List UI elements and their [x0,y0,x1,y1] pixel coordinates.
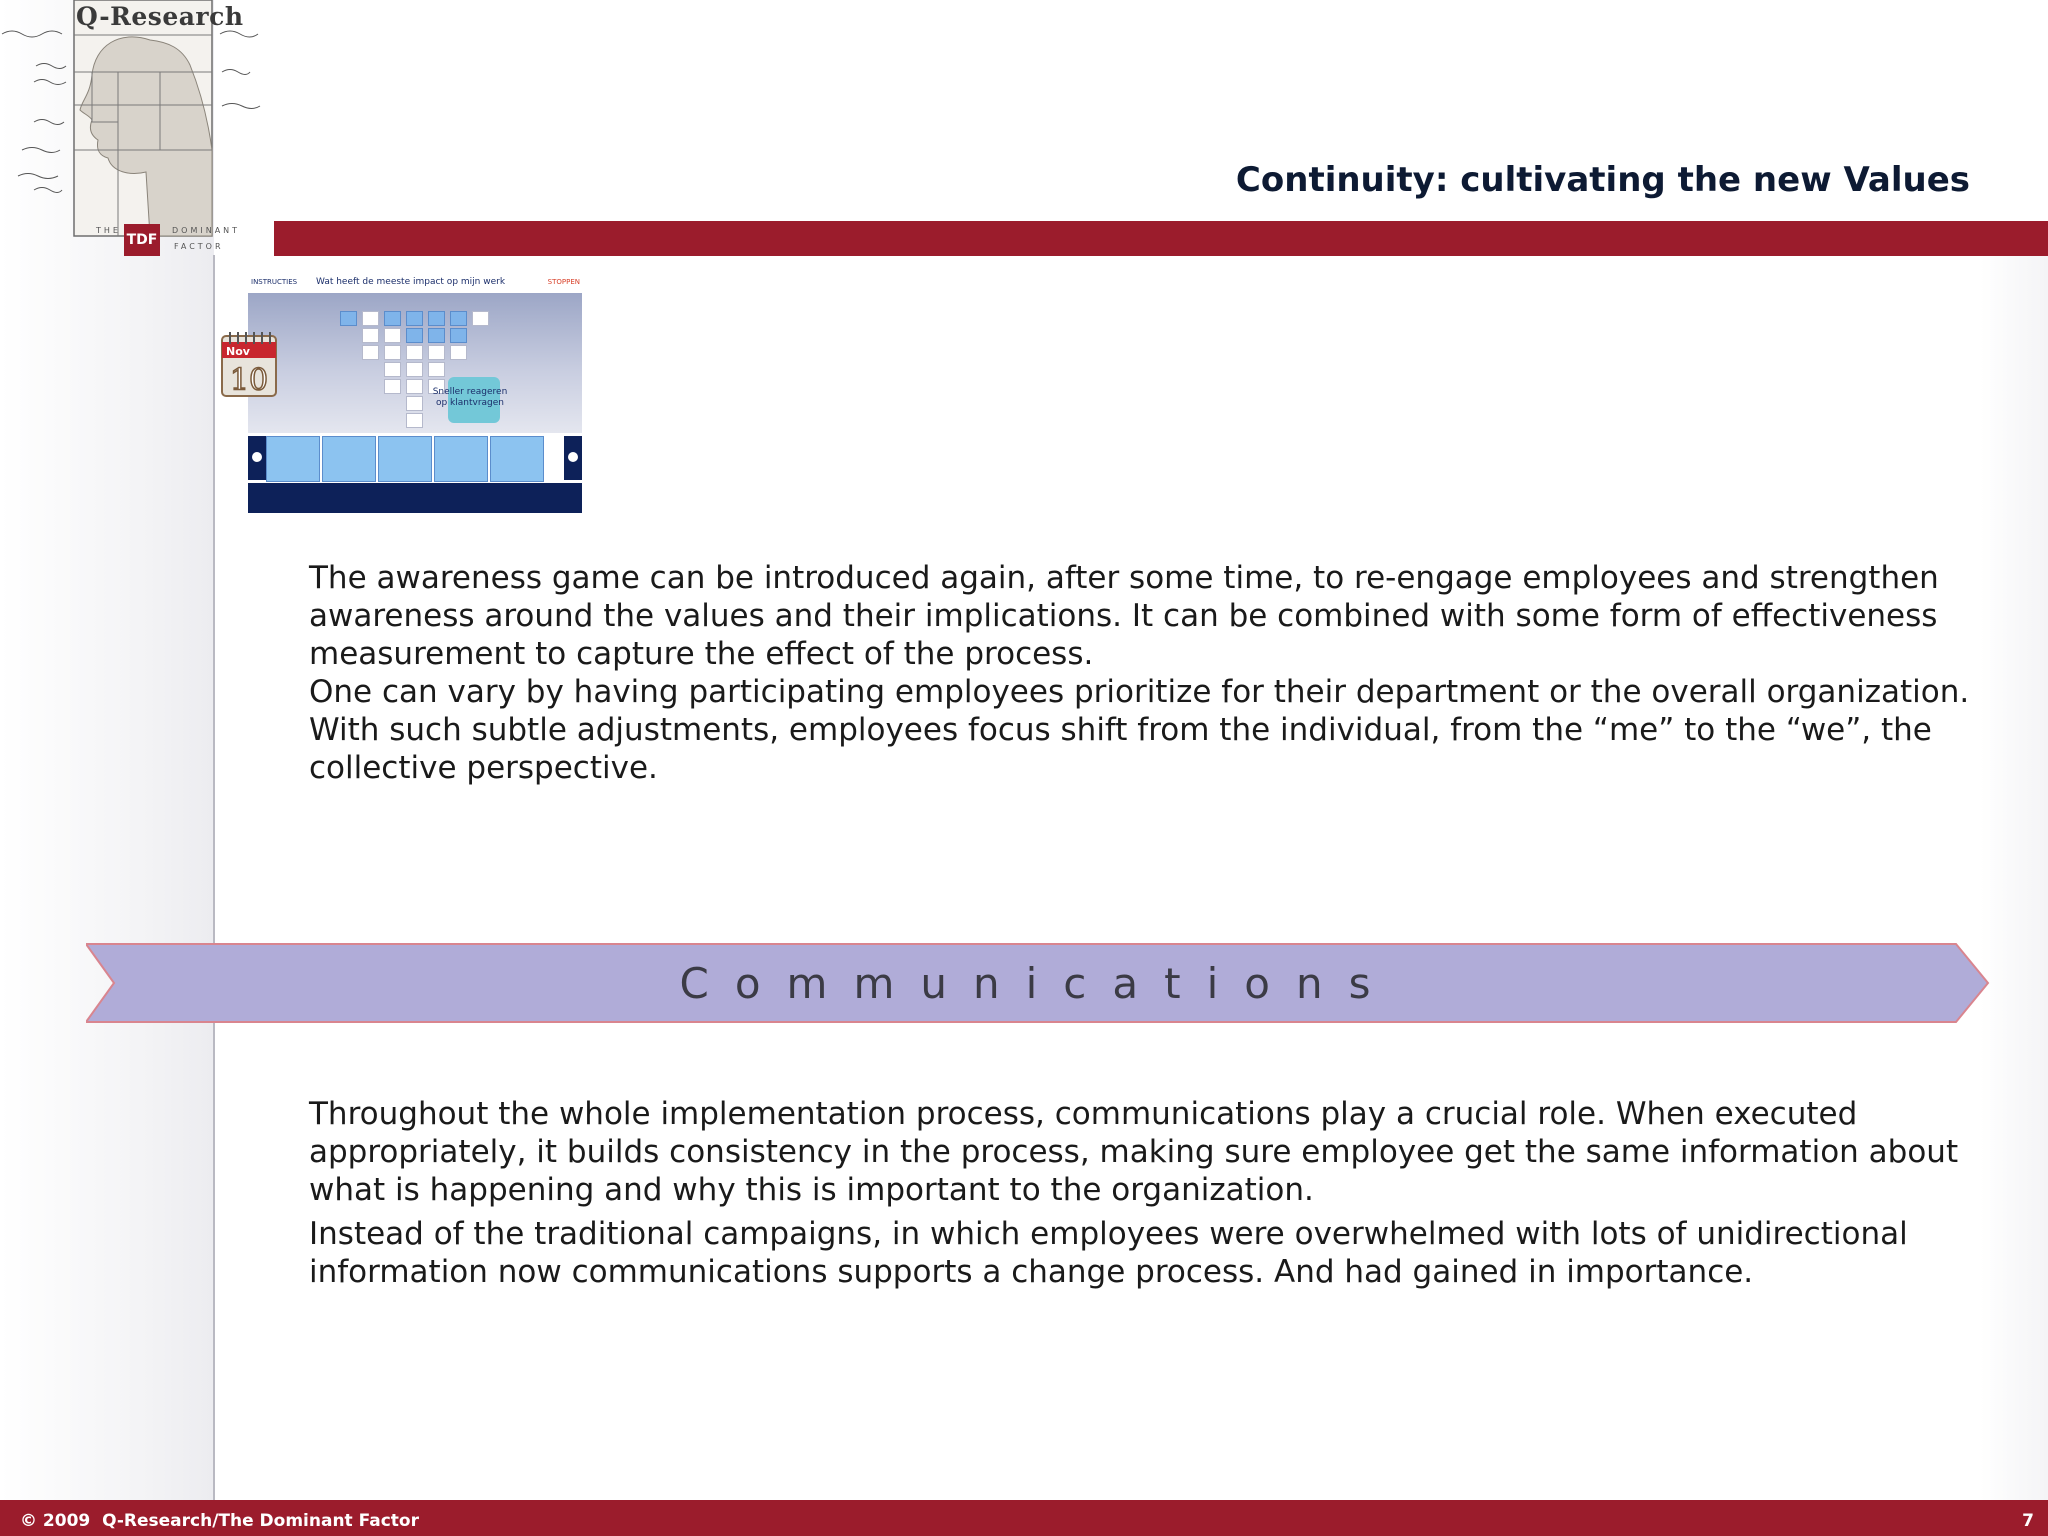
game-bottom-bar [248,483,582,513]
paragraph-communications-role: Throughout the whole implementation process, communications play a crucial role. When executed appropriately, it builds consistency in the process, making sure employee get the same information about what is happening and why this is important to the organization. [309,1096,1959,1208]
awareness-game-screenshot [248,273,582,513]
grid-cell [450,328,467,343]
grid-cell [406,413,423,428]
paragraph-awareness-game: The awareness game can be introduced again, after some time, to re-engage employees and strengthen awareness around the values and their implications. It can be combined with some form of effectiveness measurement to capture the effect of the process. [309,560,1939,672]
q-research-logo [0,0,275,258]
game-card [490,436,544,482]
logo-tagline-factor: FACTOR [174,242,224,251]
tdf-badge: TDF [124,224,160,256]
grid-cell [362,345,379,360]
calendar-icon [220,330,278,398]
page-number: 7 [2022,1511,2034,1531]
header-accent-bar [274,221,2048,256]
logo-tagline-the: THE [96,226,121,235]
game-card-tray [248,433,582,483]
footer-copyright: © 2009 Q-Research/The Dominant Factor [20,1511,419,1531]
calendar-month: Nov [226,345,250,358]
grid-cell [340,311,357,326]
grid-cell [384,345,401,360]
grid-cell [384,328,401,343]
grid-cell [428,362,445,377]
game-card [434,436,488,482]
game-stop-label: STOPPEN [547,278,580,286]
grid-cell [362,328,379,343]
game-card [378,436,432,482]
vertical-divider [213,255,215,1500]
grid-cell [472,311,489,326]
grid-cell [406,362,423,377]
grid-cell [428,345,445,360]
grid-cell [406,345,423,360]
grid-cell [428,311,445,326]
communications-heading: Communications [679,958,1397,1008]
game-card-text: Sneller reageren op klantvragen [432,387,508,408]
grid-cell [384,362,401,377]
game-prev-arrow-icon [248,436,266,480]
grid-cell [406,311,423,326]
grid-cell [406,379,423,394]
grid-cell [406,328,423,343]
grid-cell [362,311,379,326]
grid-cell [384,379,401,394]
grid-cell [406,396,423,411]
logo-brand-text: Q-Research [76,2,244,31]
page-title: Continuity: cultivating the new Values [1235,160,1970,200]
game-instructions-label: INSTRUCTIES [251,278,298,286]
calendar-day: 10 [229,363,269,398]
paragraph-perspective-shift: One can vary by having participating employees prioritize for their department or the overall organization. With such subtle adjustments, employees focus shift from the individual, from the “me” to the “we”, the collective perspective. [309,674,1970,786]
game-card [266,436,320,482]
paragraph-traditional-campaigns: Instead of the traditional campaigns, in which employees were overwhelmed with lots of unidirectional information now communications supports a change process. And had gained in importance. [309,1216,1908,1290]
grid-cell [384,311,401,326]
grid-cell [450,311,467,326]
logo-tagline-dominant: DOMINANT [172,226,241,235]
game-card [322,436,376,482]
grid-cell [450,345,467,360]
game-top-bar [248,273,582,293]
game-next-arrow-icon [564,436,582,480]
game-sort-grid [248,293,582,433]
right-margin-shading [1980,255,2048,1500]
game-question: Wat heeft de meeste impact op mijn werk [316,277,506,287]
grid-cell [428,328,445,343]
